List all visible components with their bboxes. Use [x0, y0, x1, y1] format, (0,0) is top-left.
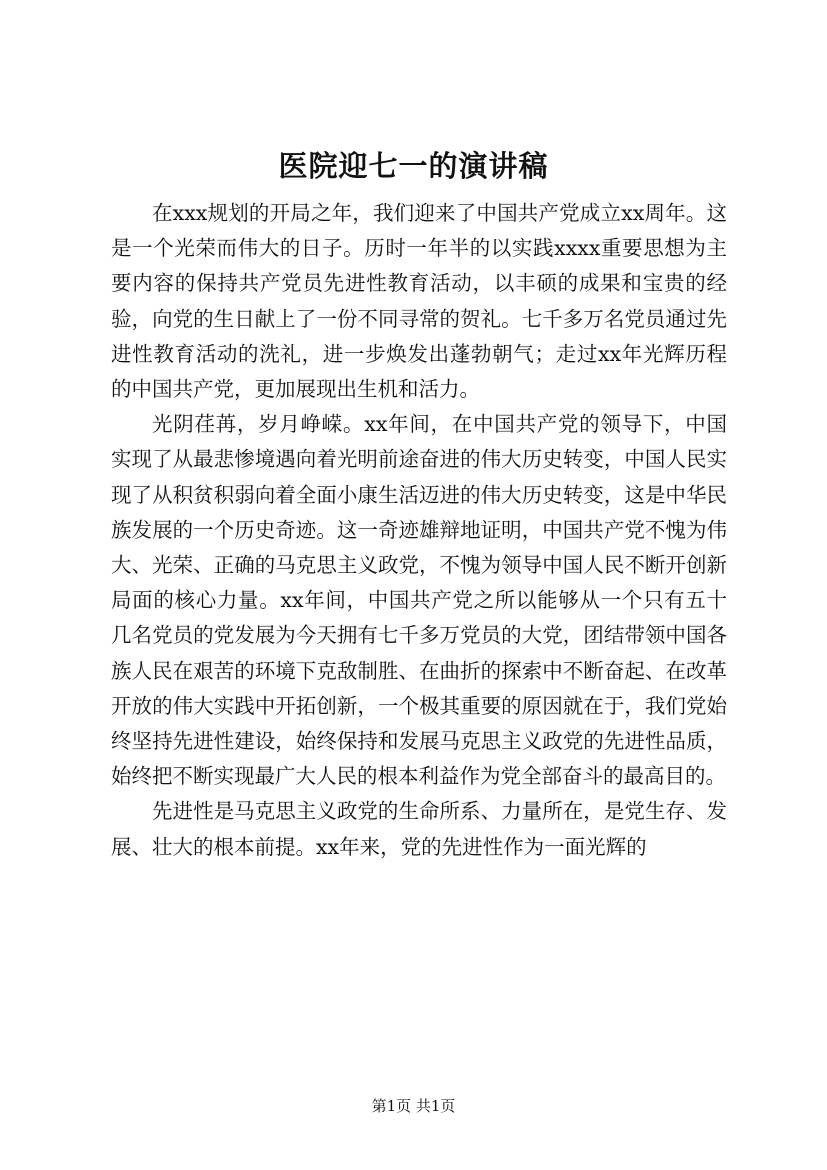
document-body	[111, 196, 727, 865]
paragraph-3: 先进性是马克思主义政党的生命所系、力量所在，是党生存、发展、壮大的根本前提。xx年来，党的先进性作为一面光辉的	[111, 799, 727, 859]
document-title: 医院迎七一的演讲稿	[278, 149, 549, 183]
page-number-footer: 第1页 共1页	[371, 1097, 456, 1115]
paragraph-2: 光阴荏苒，岁月峥嵘。xx年间，在中国共产党的领导下，中国实现了从最悲惨境遇向着光明前途奋进的伟大历史转变，中国人民实现了从积贫积弱向着全面小康生活迈进的伟大历史转变，这是中华民族发展的一个历史奇迹。这一奇迹雄辩地证明，中国共产党不愧为伟大、光荣、正确的马克思主义政党，不愧为领导中国人民不断开创新局面的核心力量。xx年间，中国共产党之所以能够从一个只有五十几名党员的党发展为今天拥有七千多万党员的大党，团结带领中国各族人民在艰苦的环境下克敌制胜、在曲折的探索中不断奋起、在改革开放的伟大实践中开拓创新，一个极其重要的原因就在于，我们党始终坚持先进性建设，始终保持和发展马克思主义政党的先进性品质，始终把不断实现最广大人民的根本利益作为党全部奋斗的最高目的。	[111, 412, 727, 789]
paragraph-1: 在xxx规划的开局之年，我们迎来了中国共产党成立xx周年。这是一个光荣而伟大的日子。历时一年半的以实践xxxx重要思想为主要内容的保持共产党员先进性教育活动，以丰硕的成果和宝贵的经验，向党的生日献上了一份不同寻常的贺礼。七千多万名党员通过先进性教育活动的洗礼，进一步焕发出蓬勃朝气；走过xx年光辉历程的中国共产党，更加展现出生机和活力。	[111, 201, 727, 402]
